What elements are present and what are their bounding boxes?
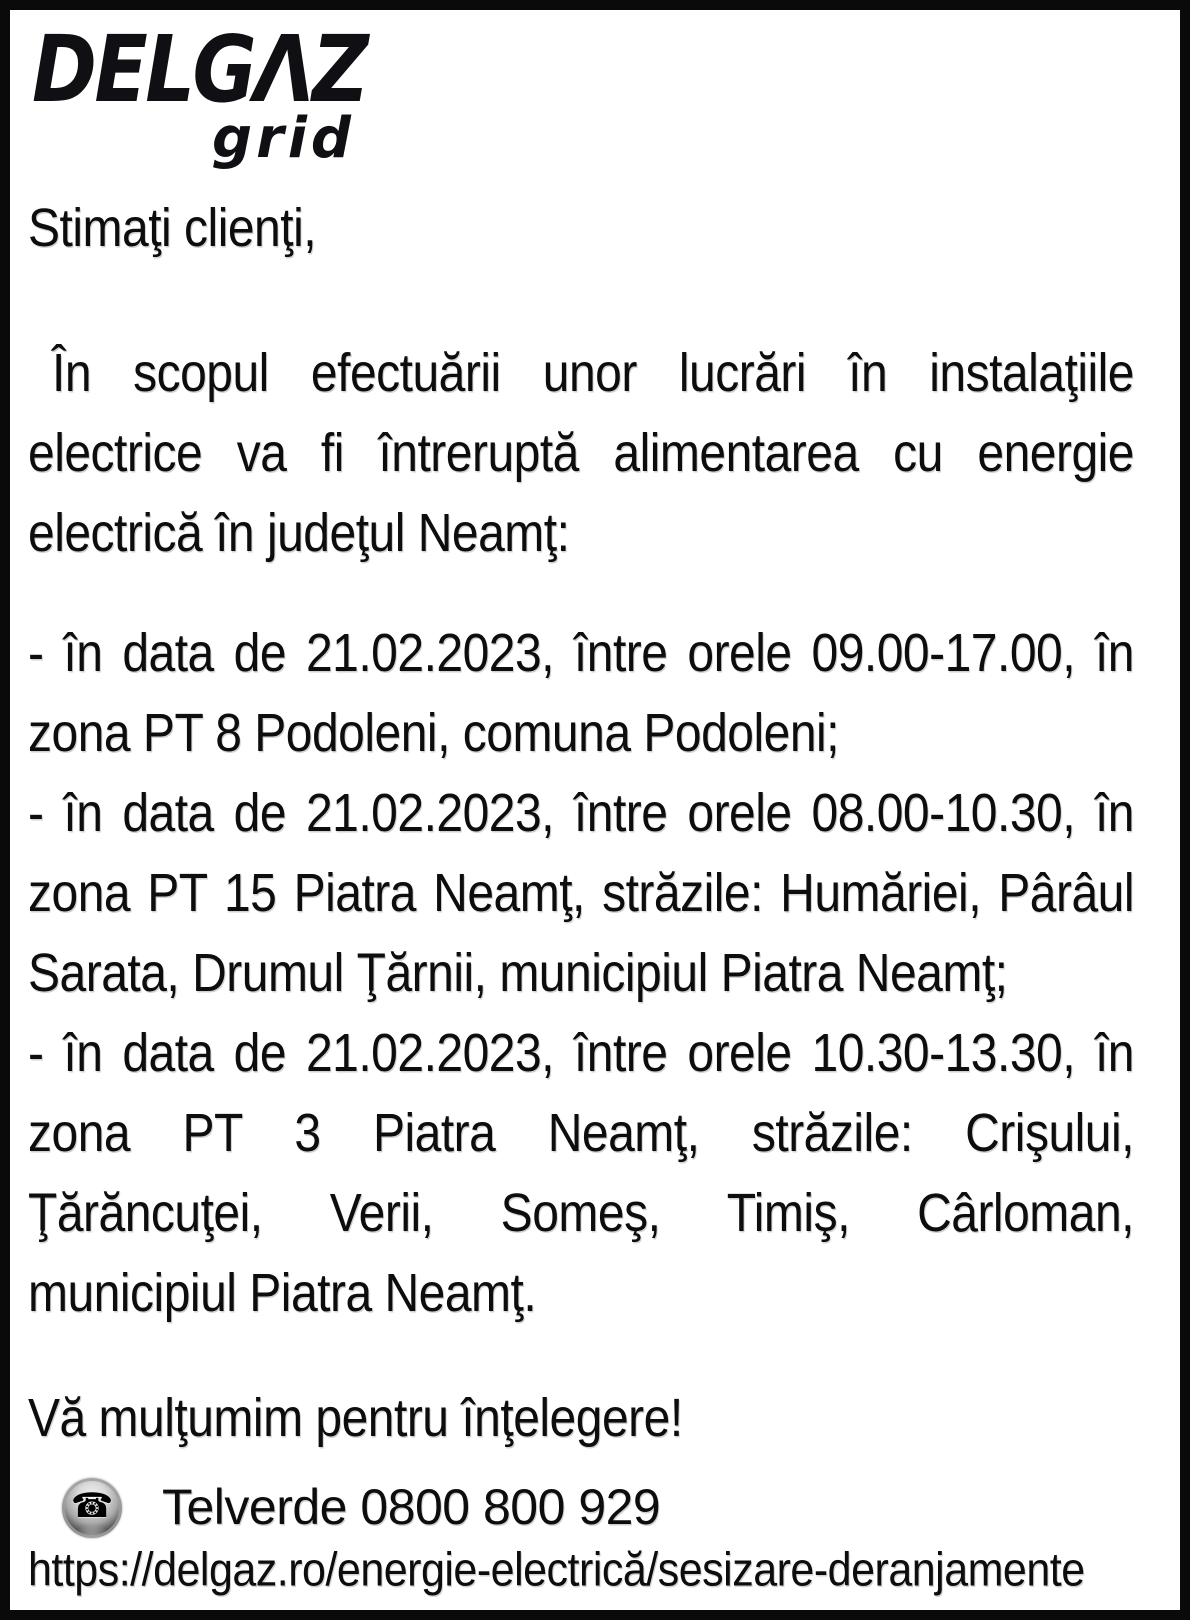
outage-line: - în data de 21.02.2023, între orele 08.00-10.30, în (28, 783, 1134, 844)
delgaz-logo-grid-label: grid (212, 106, 355, 171)
outage-line: zona PT 15 Piatra Neamţ, străzile: Humăriei, Pârâul (28, 863, 1134, 924)
intro-line: În scopul efectuării unor lucrări în instalaţiile (52, 343, 1134, 404)
outage-line: zona PT 8 Podoleni, comuna Podoleni; (28, 703, 840, 764)
intro-line: electrice va fi întreruptă alimentarea cu energie (28, 423, 1134, 484)
telephone-glyph: ☎ (70, 1487, 114, 1525)
telephone-icon (62, 1478, 122, 1538)
delgaz-logo-wordmark: DELGΛZ (32, 16, 367, 123)
outage-line: zona PT 3 Piatra Neamţ, străzile: Crişului, (28, 1103, 1134, 1164)
outage-line: Ţărăncuţei, Verii, Someş, Timiş, Cârloman, (28, 1183, 1134, 1244)
outage-line: - în data de 21.02.2023, între orele 09.00-17.00, în (28, 623, 1134, 684)
intro-line: electrică în judeţul Neamţ: (28, 503, 570, 564)
delgaz-outage-report-url[interactable]: https://delgaz.ro/energie-electrică/sesizare-deranjamente (28, 1543, 1085, 1597)
telverde-phone-number: Telverde 0800 800 929 (162, 1479, 661, 1535)
outage-line: municipiul Piatra Neamţ. (28, 1263, 537, 1324)
delgaz-grid-logo (32, 16, 425, 171)
outage-line: Sarata, Drumul Ţărnii, municipiul Piatra Neamţ; (28, 943, 1008, 1004)
thanks-text: Vă mulţumim pentru înţelegere! (28, 1388, 683, 1449)
greeting-text: Stimaţi clienţi, (28, 198, 317, 259)
outage-line: - în data de 21.02.2023, între orele 10.30-13.30, în (28, 1023, 1134, 1084)
